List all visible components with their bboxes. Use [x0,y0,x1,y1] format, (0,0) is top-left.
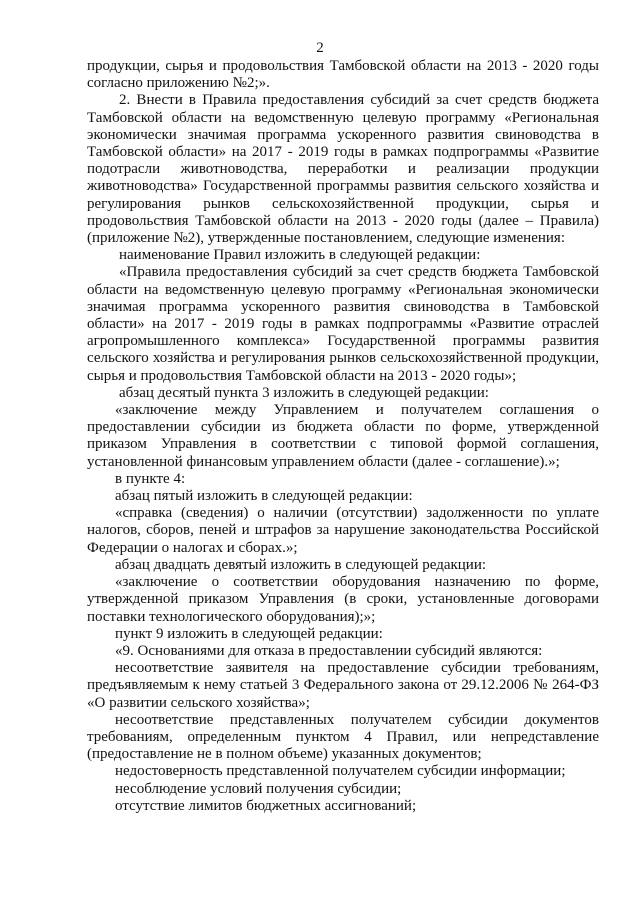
paragraph-3: наименование Правил изложить в следующей редакции: [119,247,481,264]
paragraph-11: «заключение о соответствии оборудования назначению по форме, утвержденной приказом Управления (в сроки, установленные договорами поставки технологического оборудования);»; [87,574,599,625]
paragraph-13: «9. Основаниями для отказа в предоставлении субсидий являются: [115,642,543,659]
paragraph-14: несоответствие заявителя на предоставление субсидии требованиям, предъявляемым к нему статьей 3 Федерального закона от 29.12.2006 № 264-ФЗ «О развитии сельского хозяйства»; [87,660,599,711]
paragraph-5: абзац десятый пункта 3 изложить в следующей редакции: [119,384,489,401]
paragraph-9: «справка (сведения) о наличии (отсутствии) задолженности по уплате налогов, сборов, пеней и штрафов за нарушение законодательства Российской Федерации о налогах и сборах.»; [87,505,599,556]
paragraph-15: несоответствие представленных получателем субсидии документов требованиям, определенным пунктом 4 Правил, или непредставление (предоставление не в полном объеме) указанных документов; [87,711,599,763]
document-body [87,58,599,815]
paragraph-16: недостоверность представленной получателем субсидии информации; [115,763,566,780]
paragraph-18: отсутствие лимитов бюджетных ассигнований; [115,797,417,814]
paragraph-6: «заключение между Управлением и получателем соглашения о предоставлении субсидии из бюджета области по форме, утвержденной приказом Управления в соответствии с типовой формой соглашения, установленной финансовым управлением области (далее - соглашение).»; [87,402,599,470]
paragraph-7: в пункте 4: [115,470,186,487]
paragraph-4: «Правила предоставления субсидий за счет средств бюджета Тамбовской области на ведомственную целевую программу «Региональная экономически значимая программа ускоренного развития свиноводства в Тамбовской области» на 2017 - 2019 годы в рамках подпрограммы «Развитие отраслей агропромышленного комплекса» Государственной программы развития сельского хозяйства и регулирования рынков сельскохозяйственной продукции, сырья и продовольствия Тамбовской области на 2013 - 2020 годы»; [87,264,599,384]
paragraph-10: абзац двадцать девятый изложить в следующей редакции: [115,556,487,573]
paragraph-1: продукции, сырья и продовольствия Тамбовской области на 2013 - 2020 годы согласно приложению №2;». [87,58,599,92]
paragraph-2: 2. Внести в Правила предоставления субсидий за счет средств бюджета Тамбовской области на ведомственную целевую программу «Региональная экономически значимая программа ускоренного развития свиноводства в Тамбовской области» на 2017 - 2019 годы в рамках подпрограммы «Развитие подотрасли животноводства, переработки и реализации продукции животноводства» Государственной программы развития сельского хозяйства и регулирования рынков сельскохозяйственной продукции, сырья и продовольствия Тамбовской области на 2013 - 2020 годы (далее – Правила) (приложение №2), утвержденные постановлением, следующие изменения: [87,92,599,247]
paragraph-12: пункт 9 изложить в следующей редакции: [115,625,383,642]
page-number: 2 [316,40,324,56]
paragraph-8: абзац пятый изложить в следующей редакции: [115,488,413,505]
paragraph-17: несоблюдение условий получения субсидии; [115,780,402,797]
